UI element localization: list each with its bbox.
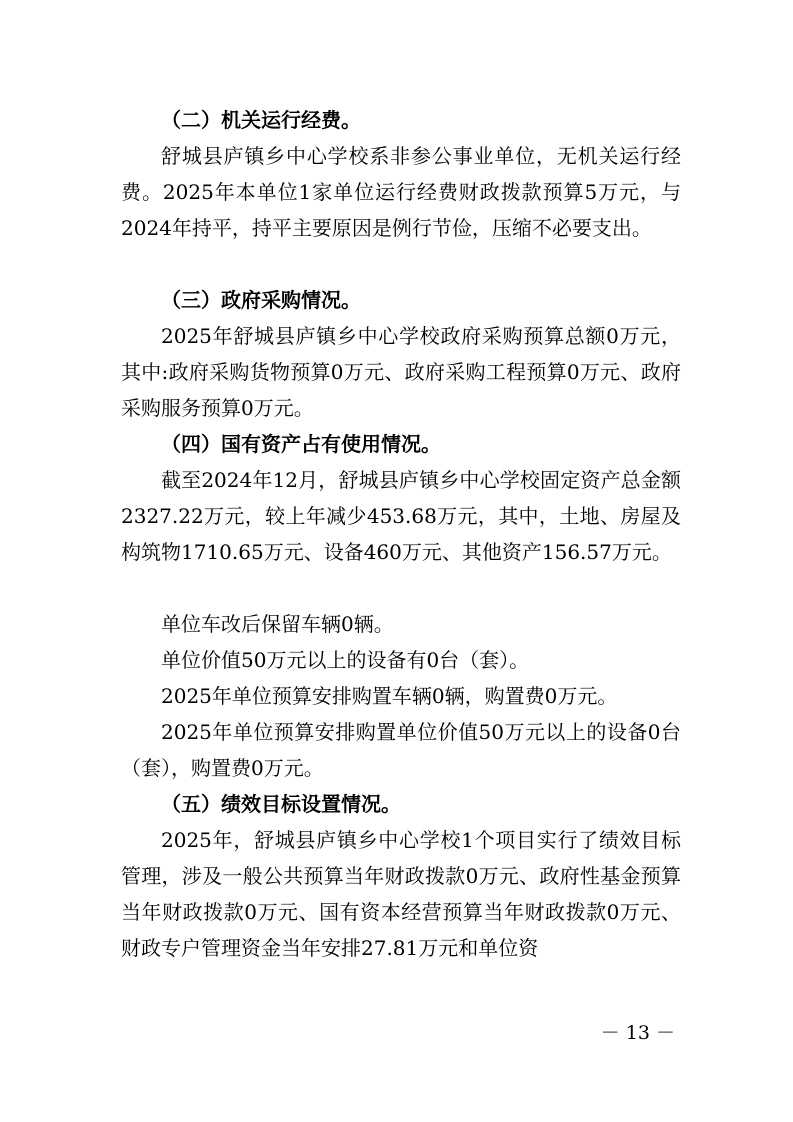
section-heading-2: （二）机关运行经费。 [161, 108, 361, 132]
section-heading-5: （五）绩效目标设置情况。 [161, 792, 401, 816]
section-heading-3: （三）政府采购情况。 [161, 288, 361, 312]
page-number: － 13 － [600, 1022, 675, 1044]
section-body-2: 舒城县庐镇乡中心学校系非参公事业单位，无机关运行经费。2025年本单位1家单位运行经费财政拨款预算5万元，与2024年持平，持平主要原因是例行节俭，压缩不必要支出。 [121, 144, 681, 240]
section-body-4: 截至2024年12月，舒城县庐镇乡中心学校固定资产总金额2327.22万元，较上年减少453.68万元，其中，土地、房屋及构筑物1710.65万元、设备460万元、其他资产156.57万元。 [121, 468, 681, 564]
section-heading-4: （四）国有资产占有使用情况。 [161, 432, 441, 456]
equipment-purchase-line: 2025年单位预算安排购置单位价值50万元以上的设备0台（套），购置费0万元。 [121, 720, 681, 780]
vehicle-purchase-line: 2025年单位预算安排购置车辆0辆，购置费0万元。 [161, 684, 618, 708]
section-body-5: 2025年，舒城县庐镇乡中心学校1个项目实行了绩效目标管理，涉及一般公共预算当年财政拨款0万元、政府性基金预算当年财政拨款0万元、国有资本经营预算当年财政拨款0万元、财政专户管理资金当年安排27.81万元和单位资 [121, 828, 681, 960]
section-body-3: 2025年舒城县庐镇乡中心学校政府采购预算总额0万元，其中:政府采购货物预算0万元、政府采购工程预算0万元、政府采购服务预算0万元。 [121, 324, 681, 420]
vehicle-line: 单位车改后保留车辆0辆。 [161, 612, 394, 636]
equipment-line: 单位价值50万元以上的设备有0台（套）。 [161, 648, 530, 672]
